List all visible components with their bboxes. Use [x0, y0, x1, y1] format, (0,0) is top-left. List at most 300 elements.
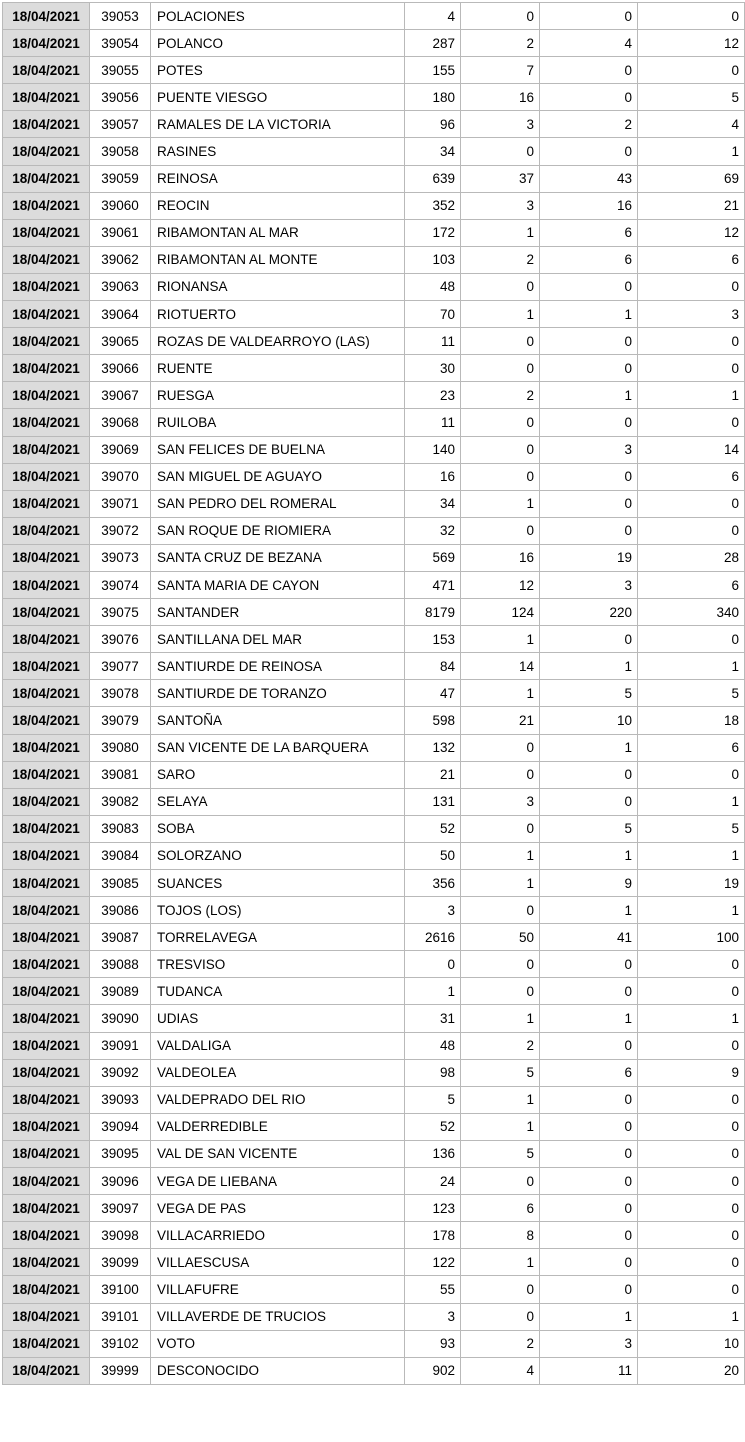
table-row	[3, 870, 745, 897]
date-cell: 18/04/2021	[3, 1059, 90, 1086]
municipality-code-cell: 39074	[90, 571, 151, 598]
value-cell-1: 639	[405, 165, 461, 192]
date-cell: 18/04/2021	[3, 897, 90, 924]
municipality-code-cell: 39053	[90, 3, 151, 30]
value-cell-2: 50	[461, 924, 540, 951]
value-cell-1: 131	[405, 788, 461, 815]
value-cell-4: 0	[638, 978, 745, 1005]
date-cell: 18/04/2021	[3, 951, 90, 978]
table-row	[3, 1195, 745, 1222]
value-cell-2: 2	[461, 1330, 540, 1357]
value-cell-1: 70	[405, 301, 461, 328]
value-cell-3: 1	[540, 301, 638, 328]
table-row	[3, 219, 745, 246]
municipality-name-cell: UDIAS	[151, 1005, 405, 1032]
value-cell-3: 0	[540, 3, 638, 30]
value-cell-3: 0	[540, 1195, 638, 1222]
date-cell: 18/04/2021	[3, 382, 90, 409]
municipality-name-cell: VOTO	[151, 1330, 405, 1357]
municipality-name-cell: SANTANDER	[151, 599, 405, 626]
municipality-name-cell: TUDANCA	[151, 978, 405, 1005]
value-cell-3: 0	[540, 1222, 638, 1249]
municipality-code-cell: 39092	[90, 1059, 151, 1086]
value-cell-1: 34	[405, 138, 461, 165]
municipality-code-cell: 39072	[90, 517, 151, 544]
date-cell: 18/04/2021	[3, 3, 90, 30]
value-cell-1: 93	[405, 1330, 461, 1357]
table-row	[3, 544, 745, 571]
table-row	[3, 490, 745, 517]
value-cell-1: 153	[405, 626, 461, 653]
municipality-code-cell: 39080	[90, 734, 151, 761]
value-cell-1: 103	[405, 246, 461, 273]
municipality-code-cell: 39069	[90, 436, 151, 463]
table-row	[3, 815, 745, 842]
value-cell-3: 0	[540, 1086, 638, 1113]
value-cell-3: 0	[540, 951, 638, 978]
date-cell: 18/04/2021	[3, 30, 90, 57]
value-cell-3: 3	[540, 1330, 638, 1357]
date-cell: 18/04/2021	[3, 1195, 90, 1222]
table-row	[3, 409, 745, 436]
table-row	[3, 1330, 745, 1357]
value-cell-3: 5	[540, 815, 638, 842]
value-cell-4: 5	[638, 815, 745, 842]
municipality-code-cell: 39101	[90, 1303, 151, 1330]
value-cell-2: 2	[461, 246, 540, 273]
table-row	[3, 951, 745, 978]
value-cell-3: 0	[540, 1249, 638, 1276]
municipality-code-cell: 39096	[90, 1168, 151, 1195]
value-cell-3: 1	[540, 897, 638, 924]
value-cell-4: 0	[638, 1086, 745, 1113]
value-cell-1: 32	[405, 517, 461, 544]
value-cell-4: 0	[638, 1140, 745, 1167]
municipality-name-cell: POLANCO	[151, 30, 405, 57]
value-cell-4: 0	[638, 355, 745, 382]
value-cell-1: 48	[405, 1032, 461, 1059]
municipality-code-cell: 39075	[90, 599, 151, 626]
table-row	[3, 1140, 745, 1167]
table-row	[3, 165, 745, 192]
date-cell: 18/04/2021	[3, 1303, 90, 1330]
value-cell-1: 180	[405, 84, 461, 111]
table-row	[3, 1249, 745, 1276]
value-cell-1: 11	[405, 328, 461, 355]
date-cell: 18/04/2021	[3, 788, 90, 815]
value-cell-3: 11	[540, 1357, 638, 1384]
municipality-name-cell: SAN FELICES DE BUELNA	[151, 436, 405, 463]
municipality-code-cell: 39055	[90, 57, 151, 84]
table-body	[3, 3, 745, 1385]
municipality-code-cell: 39066	[90, 355, 151, 382]
municipality-code-cell: 39999	[90, 1357, 151, 1384]
value-cell-2: 1	[461, 680, 540, 707]
municipality-code-cell: 39081	[90, 761, 151, 788]
municipality-code-cell: 39065	[90, 328, 151, 355]
municipality-name-cell: VILLAESCUSA	[151, 1249, 405, 1276]
municipality-code-cell: 39102	[90, 1330, 151, 1357]
municipality-name-cell: REOCIN	[151, 192, 405, 219]
value-cell-2: 21	[461, 707, 540, 734]
value-cell-4: 0	[638, 626, 745, 653]
value-cell-4: 4	[638, 111, 745, 138]
municipality-name-cell: RIBAMONTAN AL MAR	[151, 219, 405, 246]
value-cell-2: 37	[461, 165, 540, 192]
value-cell-1: 34	[405, 490, 461, 517]
value-cell-2: 5	[461, 1059, 540, 1086]
value-cell-4: 1	[638, 897, 745, 924]
table-row	[3, 1032, 745, 1059]
date-cell: 18/04/2021	[3, 1222, 90, 1249]
date-cell: 18/04/2021	[3, 192, 90, 219]
table-row	[3, 301, 745, 328]
value-cell-3: 19	[540, 544, 638, 571]
date-cell: 18/04/2021	[3, 1330, 90, 1357]
value-cell-3: 10	[540, 707, 638, 734]
value-cell-4: 69	[638, 165, 745, 192]
value-cell-2: 0	[461, 1276, 540, 1303]
value-cell-1: 122	[405, 1249, 461, 1276]
value-cell-3: 3	[540, 571, 638, 598]
municipality-name-cell: SELAYA	[151, 788, 405, 815]
date-cell: 18/04/2021	[3, 1032, 90, 1059]
municipality-name-cell: SAN VICENTE DE LA BARQUERA	[151, 734, 405, 761]
table-row	[3, 1113, 745, 1140]
value-cell-2: 0	[461, 355, 540, 382]
table-row	[3, 138, 745, 165]
value-cell-4: 10	[638, 1330, 745, 1357]
date-cell: 18/04/2021	[3, 842, 90, 869]
value-cell-3: 0	[540, 355, 638, 382]
table-row	[3, 273, 745, 300]
table-row	[3, 517, 745, 544]
value-cell-2: 4	[461, 1357, 540, 1384]
municipality-name-cell: POLACIONES	[151, 3, 405, 30]
table-row	[3, 707, 745, 734]
value-cell-1: 96	[405, 111, 461, 138]
value-cell-1: 23	[405, 382, 461, 409]
table-row	[3, 382, 745, 409]
municipality-code-cell: 39097	[90, 1195, 151, 1222]
value-cell-1: 123	[405, 1195, 461, 1222]
table-row	[3, 1005, 745, 1032]
value-cell-1: 11	[405, 409, 461, 436]
municipality-code-cell: 39062	[90, 246, 151, 273]
municipality-code-cell: 39094	[90, 1113, 151, 1140]
value-cell-3: 16	[540, 192, 638, 219]
municipality-name-cell: ROZAS DE VALDEARROYO (LAS)	[151, 328, 405, 355]
value-cell-1: 16	[405, 463, 461, 490]
value-cell-3: 0	[540, 626, 638, 653]
value-cell-4: 0	[638, 273, 745, 300]
value-cell-1: 3	[405, 897, 461, 924]
municipality-name-cell: SOBA	[151, 815, 405, 842]
date-cell: 18/04/2021	[3, 544, 90, 571]
municipality-code-cell: 39063	[90, 273, 151, 300]
municipality-code-cell: 39071	[90, 490, 151, 517]
value-cell-4: 0	[638, 951, 745, 978]
value-cell-4: 0	[638, 1276, 745, 1303]
value-cell-3: 1	[540, 1303, 638, 1330]
date-cell: 18/04/2021	[3, 517, 90, 544]
value-cell-4: 18	[638, 707, 745, 734]
municipality-name-cell: DESCONOCIDO	[151, 1357, 405, 1384]
table-row	[3, 436, 745, 463]
municipality-code-cell: 39093	[90, 1086, 151, 1113]
municipality-name-cell: VALDALIGA	[151, 1032, 405, 1059]
value-cell-4: 1	[638, 382, 745, 409]
value-cell-1: 136	[405, 1140, 461, 1167]
value-cell-4: 0	[638, 3, 745, 30]
value-cell-1: 31	[405, 1005, 461, 1032]
value-cell-3: 0	[540, 517, 638, 544]
date-cell: 18/04/2021	[3, 138, 90, 165]
value-cell-4: 12	[638, 30, 745, 57]
date-cell: 18/04/2021	[3, 84, 90, 111]
date-cell: 18/04/2021	[3, 57, 90, 84]
value-cell-3: 0	[540, 1113, 638, 1140]
municipality-name-cell: RASINES	[151, 138, 405, 165]
table-row	[3, 653, 745, 680]
value-cell-2: 0	[461, 3, 540, 30]
table-row	[3, 57, 745, 84]
municipality-name-cell: RUESGA	[151, 382, 405, 409]
municipality-name-cell: SUANCES	[151, 870, 405, 897]
date-cell: 18/04/2021	[3, 463, 90, 490]
table-row	[3, 978, 745, 1005]
value-cell-2: 124	[461, 599, 540, 626]
municipality-name-cell: VALDEPRADO DEL RIO	[151, 1086, 405, 1113]
value-cell-3: 0	[540, 1032, 638, 1059]
value-cell-1: 30	[405, 355, 461, 382]
municipality-code-cell: 39067	[90, 382, 151, 409]
value-cell-2: 0	[461, 138, 540, 165]
municipality-code-cell: 39099	[90, 1249, 151, 1276]
value-cell-4: 19	[638, 870, 745, 897]
value-cell-2: 1	[461, 1005, 540, 1032]
date-cell: 18/04/2021	[3, 626, 90, 653]
value-cell-3: 1	[540, 734, 638, 761]
value-cell-3: 41	[540, 924, 638, 951]
table-row	[3, 571, 745, 598]
value-cell-3: 0	[540, 490, 638, 517]
date-cell: 18/04/2021	[3, 707, 90, 734]
municipality-code-cell: 39085	[90, 870, 151, 897]
table-row	[3, 924, 745, 951]
municipality-name-cell: SAN PEDRO DEL ROMERAL	[151, 490, 405, 517]
value-cell-2: 0	[461, 436, 540, 463]
value-cell-3: 220	[540, 599, 638, 626]
table-row	[3, 1168, 745, 1195]
municipality-name-cell: RUILOBA	[151, 409, 405, 436]
value-cell-1: 98	[405, 1059, 461, 1086]
value-cell-4: 6	[638, 734, 745, 761]
municipality-code-cell: 39056	[90, 84, 151, 111]
value-cell-4: 1	[638, 1303, 745, 1330]
value-cell-4: 6	[638, 571, 745, 598]
municipality-code-cell: 39077	[90, 653, 151, 680]
value-cell-2: 3	[461, 788, 540, 815]
date-cell: 18/04/2021	[3, 734, 90, 761]
value-cell-1: 172	[405, 219, 461, 246]
value-cell-2: 2	[461, 30, 540, 57]
value-cell-2: 8	[461, 1222, 540, 1249]
value-cell-1: 50	[405, 842, 461, 869]
table-row	[3, 788, 745, 815]
value-cell-4: 5	[638, 84, 745, 111]
municipalities-table	[2, 2, 745, 1385]
municipality-name-cell: VEGA DE PAS	[151, 1195, 405, 1222]
municipality-name-cell: RUENTE	[151, 355, 405, 382]
value-cell-3: 1	[540, 842, 638, 869]
value-cell-4: 9	[638, 1059, 745, 1086]
value-cell-2: 0	[461, 951, 540, 978]
date-cell: 18/04/2021	[3, 165, 90, 192]
date-cell: 18/04/2021	[3, 436, 90, 463]
municipality-name-cell: VILLACARRIEDO	[151, 1222, 405, 1249]
municipality-name-cell: RAMALES DE LA VICTORIA	[151, 111, 405, 138]
value-cell-4: 0	[638, 490, 745, 517]
value-cell-4: 14	[638, 436, 745, 463]
municipality-code-cell: 39100	[90, 1276, 151, 1303]
value-cell-3: 3	[540, 436, 638, 463]
municipality-code-cell: 39082	[90, 788, 151, 815]
date-cell: 18/04/2021	[3, 870, 90, 897]
municipality-code-cell: 39054	[90, 30, 151, 57]
table-row	[3, 842, 745, 869]
municipality-name-cell: SAN MIGUEL DE AGUAYO	[151, 463, 405, 490]
value-cell-2: 1	[461, 219, 540, 246]
table-row	[3, 355, 745, 382]
value-cell-2: 1	[461, 1113, 540, 1140]
value-cell-1: 47	[405, 680, 461, 707]
value-cell-2: 0	[461, 734, 540, 761]
table-row	[3, 680, 745, 707]
municipality-code-cell: 39073	[90, 544, 151, 571]
value-cell-2: 16	[461, 84, 540, 111]
value-cell-3: 0	[540, 84, 638, 111]
table-row	[3, 3, 745, 30]
municipality-code-cell: 39095	[90, 1140, 151, 1167]
value-cell-4: 1	[638, 842, 745, 869]
table-row	[3, 30, 745, 57]
value-cell-2: 5	[461, 1140, 540, 1167]
value-cell-4: 0	[638, 1249, 745, 1276]
value-cell-1: 352	[405, 192, 461, 219]
date-cell: 18/04/2021	[3, 1140, 90, 1167]
municipality-code-cell: 39064	[90, 301, 151, 328]
date-cell: 18/04/2021	[3, 111, 90, 138]
value-cell-3: 5	[540, 680, 638, 707]
municipality-code-cell: 39061	[90, 219, 151, 246]
value-cell-2: 0	[461, 978, 540, 1005]
date-cell: 18/04/2021	[3, 409, 90, 436]
municipality-name-cell: SARO	[151, 761, 405, 788]
value-cell-2: 1	[461, 1249, 540, 1276]
value-cell-1: 4	[405, 3, 461, 30]
municipality-name-cell: VAL DE SAN VICENTE	[151, 1140, 405, 1167]
table-row	[3, 328, 745, 355]
value-cell-2: 1	[461, 1086, 540, 1113]
value-cell-3: 43	[540, 165, 638, 192]
table-row	[3, 761, 745, 788]
municipality-name-cell: VEGA DE LIEBANA	[151, 1168, 405, 1195]
municipality-code-cell: 39070	[90, 463, 151, 490]
value-cell-2: 1	[461, 301, 540, 328]
municipality-name-cell: RIONANSA	[151, 273, 405, 300]
date-cell: 18/04/2021	[3, 761, 90, 788]
value-cell-4: 5	[638, 680, 745, 707]
value-cell-2: 1	[461, 842, 540, 869]
value-cell-3: 0	[540, 273, 638, 300]
municipality-code-cell: 39078	[90, 680, 151, 707]
table-row	[3, 1357, 745, 1384]
date-cell: 18/04/2021	[3, 1357, 90, 1384]
value-cell-1: 569	[405, 544, 461, 571]
value-cell-1: 84	[405, 653, 461, 680]
value-cell-2: 12	[461, 571, 540, 598]
value-cell-2: 0	[461, 1168, 540, 1195]
table-row	[3, 1276, 745, 1303]
municipality-name-cell: SANTIURDE DE REINOSA	[151, 653, 405, 680]
value-cell-3: 0	[540, 328, 638, 355]
value-cell-4: 0	[638, 328, 745, 355]
municipality-name-cell: VALDERREDIBLE	[151, 1113, 405, 1140]
date-cell: 18/04/2021	[3, 1113, 90, 1140]
value-cell-3: 0	[540, 57, 638, 84]
municipality-name-cell: PUENTE VIESGO	[151, 84, 405, 111]
municipality-code-cell: 39084	[90, 842, 151, 869]
value-cell-3: 6	[540, 219, 638, 246]
value-cell-1: 24	[405, 1168, 461, 1195]
value-cell-3: 4	[540, 30, 638, 57]
value-cell-1: 0	[405, 951, 461, 978]
value-cell-1: 21	[405, 761, 461, 788]
value-cell-1: 1	[405, 978, 461, 1005]
municipality-name-cell: RIBAMONTAN AL MONTE	[151, 246, 405, 273]
value-cell-2: 0	[461, 1303, 540, 1330]
value-cell-4: 0	[638, 1195, 745, 1222]
value-cell-2: 7	[461, 57, 540, 84]
value-cell-3: 2	[540, 111, 638, 138]
value-cell-2: 0	[461, 815, 540, 842]
value-cell-4: 1	[638, 788, 745, 815]
date-cell: 18/04/2021	[3, 1276, 90, 1303]
municipality-name-cell: SANTA MARIA DE CAYON	[151, 571, 405, 598]
value-cell-3: 1	[540, 653, 638, 680]
municipality-name-cell: TORRELAVEGA	[151, 924, 405, 951]
value-cell-1: 55	[405, 1276, 461, 1303]
value-cell-2: 0	[461, 273, 540, 300]
value-cell-2: 0	[461, 517, 540, 544]
value-cell-3: 6	[540, 1059, 638, 1086]
table-row	[3, 111, 745, 138]
value-cell-4: 0	[638, 1113, 745, 1140]
value-cell-4: 21	[638, 192, 745, 219]
value-cell-1: 471	[405, 571, 461, 598]
value-cell-2: 2	[461, 1032, 540, 1059]
municipality-code-cell: 39068	[90, 409, 151, 436]
value-cell-2: 1	[461, 870, 540, 897]
municipality-code-cell: 39090	[90, 1005, 151, 1032]
date-cell: 18/04/2021	[3, 1086, 90, 1113]
value-cell-1: 598	[405, 707, 461, 734]
value-cell-2: 3	[461, 192, 540, 219]
municipality-name-cell: SOLORZANO	[151, 842, 405, 869]
municipality-code-cell: 39086	[90, 897, 151, 924]
value-cell-4: 0	[638, 761, 745, 788]
